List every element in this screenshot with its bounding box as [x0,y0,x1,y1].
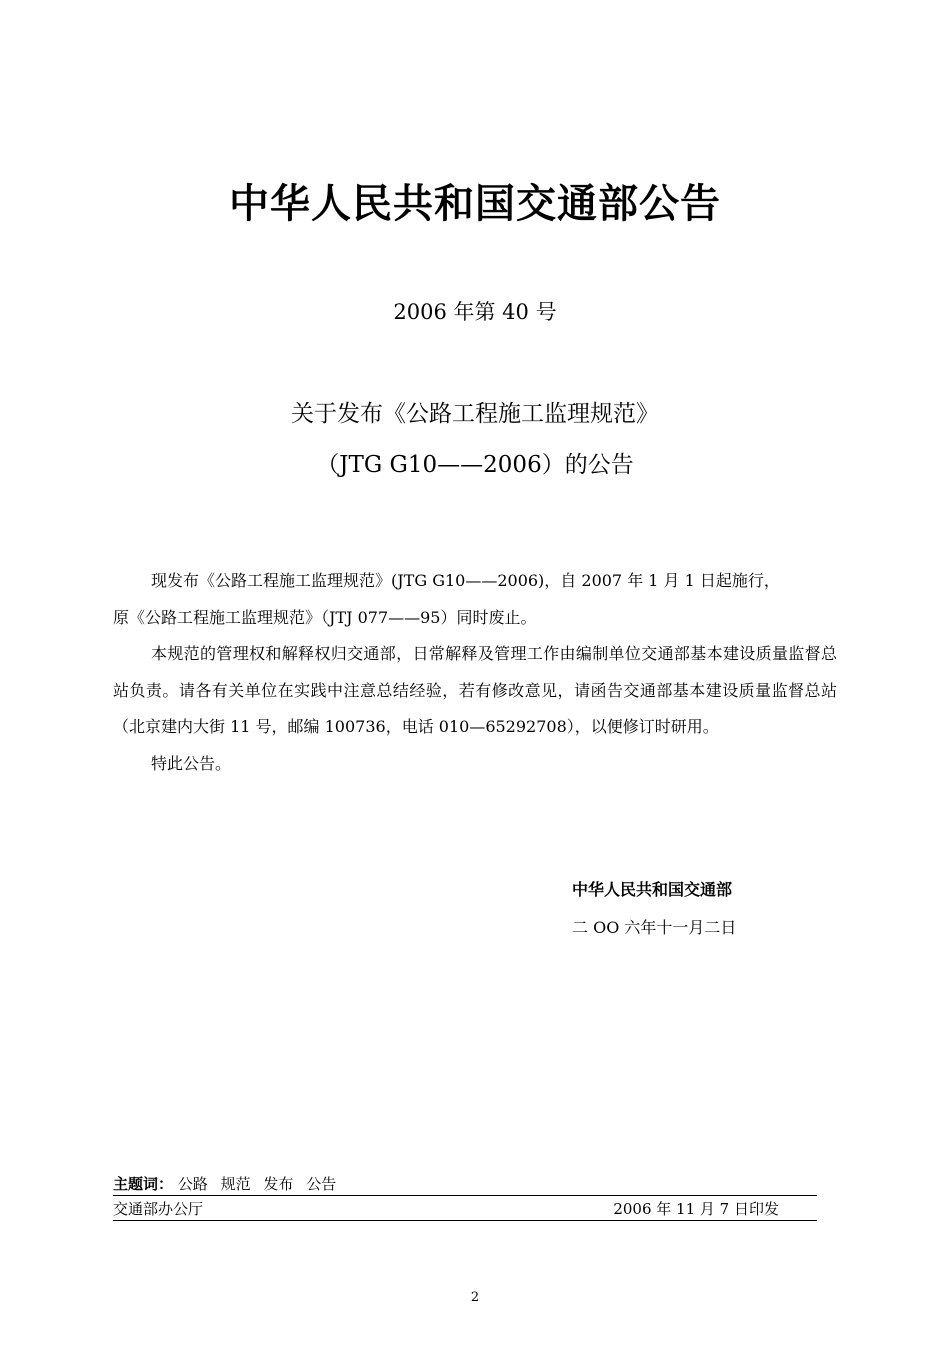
subject-line-2: （JTG G10——2006）的公告 [316,452,634,478]
subject-line-1: 关于发布《公路工程施工监理规范》 [291,401,659,427]
print-date: 2006 年 11 月 7 日印发 [613,1200,779,1218]
issue-number: 2006 年第 40 号 [393,300,557,324]
issuer: 交通部办公厅 [113,1200,204,1218]
paragraph-closing: 特此公告。 [151,753,232,773]
issuer-row [113,1198,817,1221]
page-number: 2 [470,1290,480,1305]
keyword: 公路 [177,1175,208,1193]
keyword: 公告 [306,1175,337,1193]
paragraph-authority: 本规范的管理权和解释权归交通部，日常解释及管理工作由编制单位交通部基本建设质量监督总站负责。请各有关单位在实践中注意总结经验，若有修改意见，请函告交通部基本建设质量监督总站（北京建内大街 11 号，邮编 100736，电话 010—65292708），以便修订时研用。 [113,644,837,736]
paragraph-effective-date: 现发布《公路工程施工监理规范》(JTG G10——2006)，自 2007 年 1 月 1 日起施行， [151,571,780,590]
keyword: 规范 [220,1175,251,1193]
paragraph-repeal: 原《公路工程施工监理规范》（JTJ 077——95）同时废止。 [113,607,537,627]
document-title: 中华人民共和国交通部公告 [229,181,721,227]
signature-date: 二 OO 六年十一月二日 [572,918,737,937]
keywords-label: 主题词： [113,1175,174,1193]
keyword: 发布 [263,1175,294,1193]
signature-organization: 中华人民共和国交通部 [572,880,733,899]
body-text [113,563,837,782]
keywords-row [113,1173,817,1196]
